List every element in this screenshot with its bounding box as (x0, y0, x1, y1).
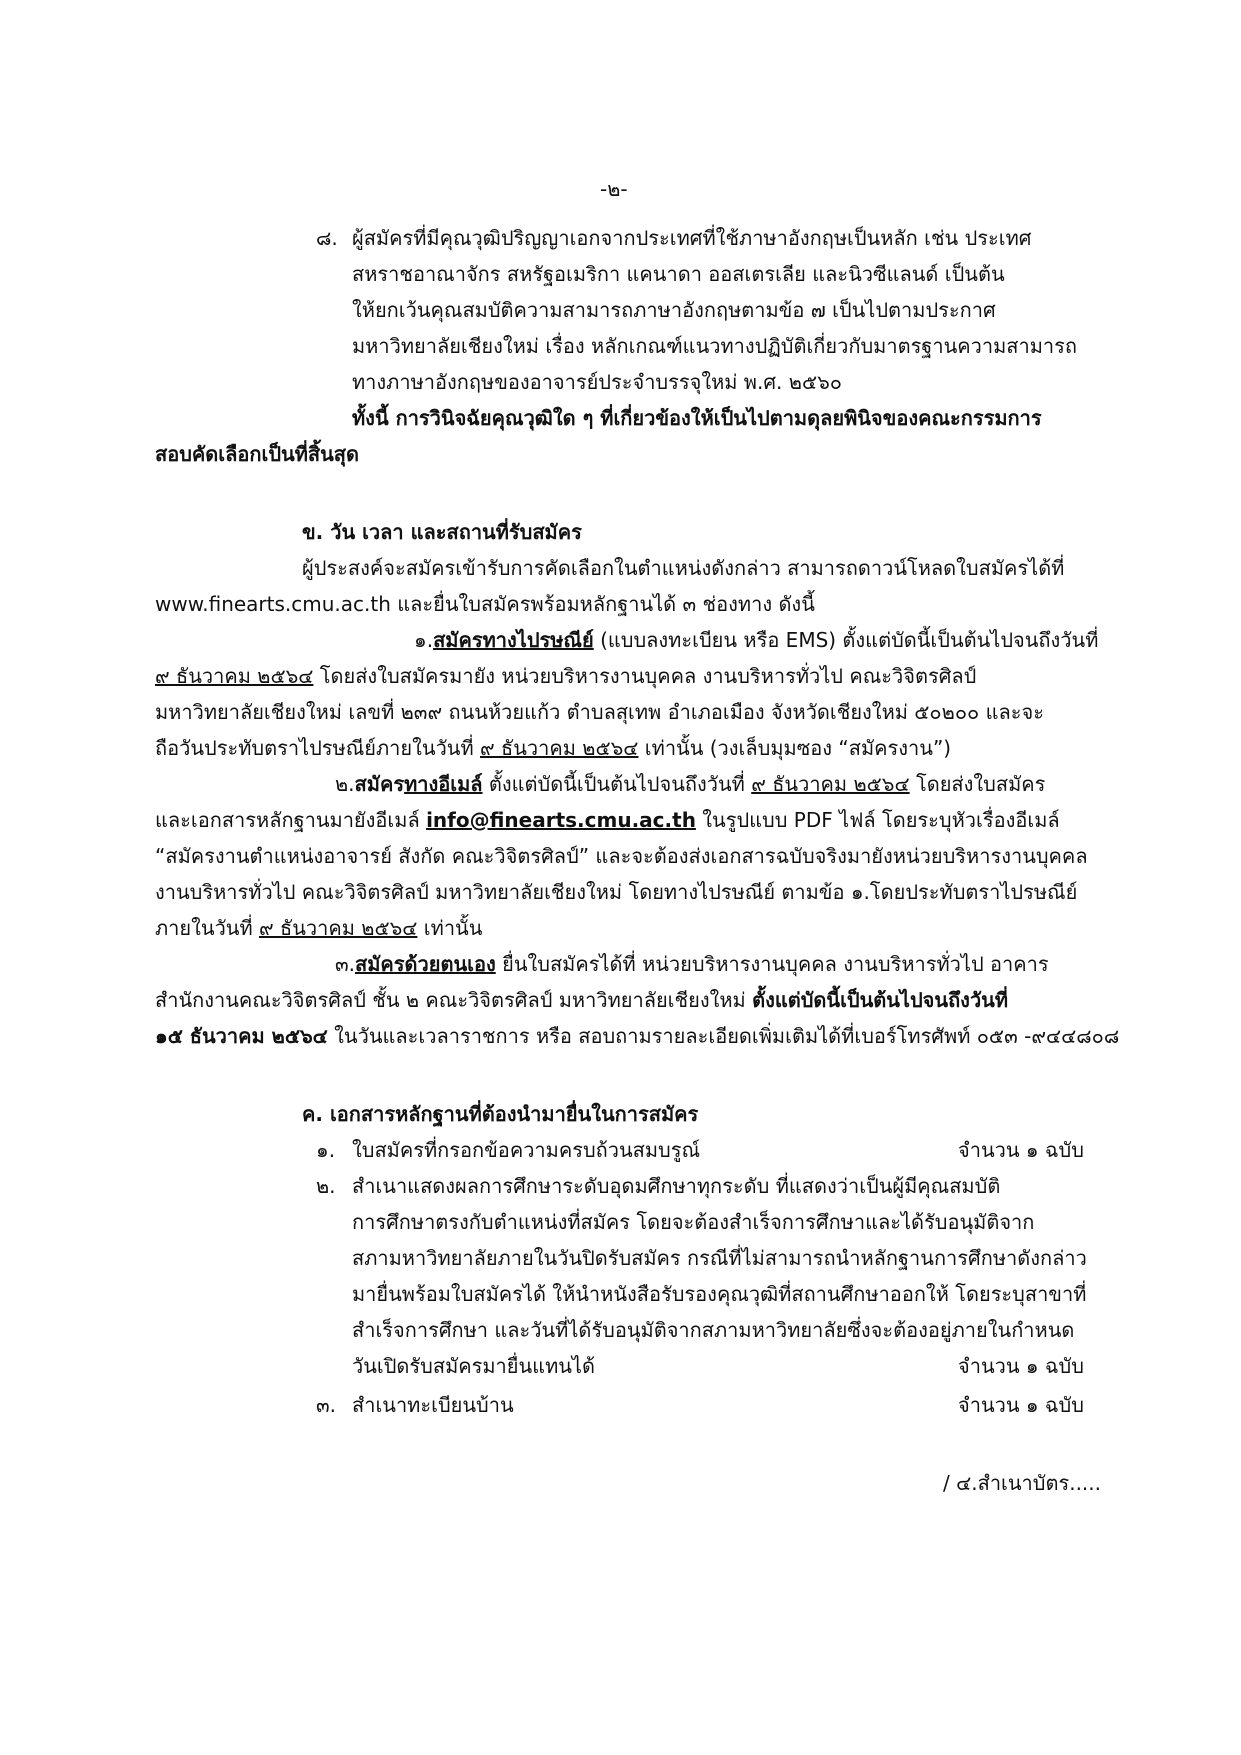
self-deadline: ๑๕ ธันวาคม ๒๕๖๔ (155, 1024, 328, 1048)
email-deadline: ๙ ธันวาคม ๒๕๖๔ (259, 916, 418, 940)
item-8-line: ทางภาษาอังกฤษของอาจารย์ประจำบรรจุใหม่ พ.ศ. ๒๕๖๐ (352, 370, 842, 394)
self-line-2 (155, 983, 1008, 1017)
email-title-underlined: ทางอีเมล์ (404, 772, 483, 796)
continuation-note: / ๔.สำเนาบัตร..... (943, 1471, 1101, 1495)
doc-item-line: การศึกษาตรงกับตำแหน่งที่สมัคร โดยจะต้องสำเร็จการศึกษาและได้รับอนุมัติจาก (352, 1210, 1035, 1234)
email-deadline: ๙ ธันวาคม ๒๕๖๔ (751, 772, 910, 796)
doc-item-line: สำเร็จการศึกษา และวันที่ได้รับอนุมัติจากสภามหาวิทยาลัยซึ่งจะต้องอยู่ภายในกำหนด (352, 1318, 1075, 1342)
email-text: ภายในวันที่ (155, 916, 260, 940)
self-deadline-text: ตั้งแต่บัดนี้เป็นต้นไปจนถึงวันที่ (752, 988, 1009, 1012)
email-title: สมัคร (354, 772, 405, 796)
email-address-link[interactable]: info@finearts.cmu.ac.th (426, 808, 696, 832)
post-deadline: ๙ ธันวาคม ๒๕๖๔ (480, 736, 639, 760)
doc-item-quantity: จำนวน ๑ ฉบับ (958, 1393, 1084, 1417)
post-line-3: มหาวิทยาลัยเชียงใหม่ เลขที่ ๒๓๙ ถนนห้วยแก้ว ตำบลสุเทพ อำเภอเมือง จังหวัดเชียงใหม่ ๕๐๒๐๐ และจะ (155, 700, 1044, 724)
post-line-2 (155, 659, 976, 693)
item-8-line: สหราชอาณาจักร สหรัฐอเมริกา แคนาดา ออสเตรเลีย และนิวซีแลนด์ เป็นต้น (352, 262, 1005, 286)
self-line-3 (155, 1019, 1119, 1053)
item-8-line: มหาวิทยาลัยเชียงใหม่ เรื่อง หลักเกณฑ์แนวทางปฏิบัติเกี่ยวกับมาตรฐานความสามารถ (352, 334, 1077, 358)
email-text: โดยส่งใบสมัคร (909, 772, 1046, 796)
doc-item-number: ๑. (316, 1138, 336, 1162)
doc-item-line: มายื่นพร้อมใบสมัครได้ ให้นำหนังสือรับรองคุณวุฒิที่สถานศึกษาออกให้ โดยระบุสาขาที่ (352, 1282, 1087, 1306)
self-text: ในวันและเวลาราชการ หรือ สอบถามรายละเอียดเพิ่มเติมได้ที่เบอร์โทรศัพท์ ๐๕๓ -๙๔๔๘๐๘ (327, 1024, 1120, 1048)
post-line-1 (414, 623, 1098, 657)
email-line-4: งานบริหารทั่วไป คณะวิจิตรศิลป์ มหาวิทยาลัยเชียงใหม่ โดยทางไปรษณีย์ ตามข้อ ๑.โดยประทับตราไปรษณีย์ (155, 880, 1078, 904)
self-title: สมัครด้วยตนเอง (355, 952, 496, 976)
email-text: เท่านั้น (417, 916, 483, 940)
post-deadline: ๙ ธันวาคม ๒๕๖๔ (155, 664, 314, 688)
item-8-number: ๘. (316, 226, 338, 250)
doc-item-line: ใบสมัครที่กรอกข้อความครบถ้วนสมบรูณ์ (352, 1138, 701, 1162)
email-line-3: “สมัครงานตำแหน่งอาจารย์ สังกัด คณะวิจิตรศิลป์” และจะต้องส่งเอกสารฉบับจริงมายังหน่วยบริหารงานบุคคล (155, 844, 1088, 868)
post-text: โดยส่งใบสมัครมายัง หน่วยบริหารงานบุคคล งานบริหารทั่วไป คณะวิจิตรศิลป์ (313, 664, 977, 688)
item-8-line: ให้ยกเว้นคุณสมบัติความสามารถภาษาอังกฤษตามข้อ ๗ เป็นไปตามประกาศ (352, 298, 996, 322)
section-b-intro: www.finearts.cmu.ac.th และยื่นใบสมัครพร้อมหลักฐานได้ ๓ ช่องทาง ดังนี้ (155, 592, 815, 616)
post-number: ๑. (414, 628, 434, 652)
note-line: ทั้งนี้ การวินิจฉัยคุณวุฒิใด ๆ ที่เกี่ยวข้องให้เป็นไปตามดุลยพินิจของคณะกรรมการ (352, 406, 1042, 430)
self-text: สำนักงานคณะวิจิตรศิลป์ ชั้น ๒ คณะวิจิตรศิลป์ มหาวิทยาลัยเชียงใหม่ (155, 988, 753, 1012)
section-b-heading: ข. วัน เวลา และสถานที่รับสมัคร (302, 520, 582, 544)
post-text: (แบบลงทะเบียน หรือ EMS) ตั้งแต่บัดนี้เป็นต้นไปจนถึงวันที่ (593, 628, 1099, 652)
email-line-5 (155, 911, 482, 945)
self-line-1 (335, 947, 1049, 981)
doc-item-line: วันเปิดรับสมัครมายื่นแทนได้ (352, 1354, 595, 1378)
post-text: เท่านั้น (วงเล็บมุมซอง “สมัครงาน”) (638, 736, 952, 760)
email-text: ตั้งแต่บัดนี้เป็นต้นไปจนถึงวันที่ (482, 772, 752, 796)
email-text: ในรูปแบบ PDF ไฟล์ โดยระบุหัวเรื่องอีเมล์ (695, 808, 1060, 832)
note-line: สอบคัดเลือกเป็นที่สิ้นสุด (155, 442, 359, 466)
post-title: สมัครทางไปรษณีย์ (433, 628, 594, 652)
email-text: และเอกสารหลักฐานมายังอีเมล์ (155, 808, 427, 832)
doc-item-number: ๒. (316, 1174, 336, 1198)
email-number: ๒. (335, 772, 355, 796)
self-text: ยื่นใบสมัครได้ที่ หน่วยบริหารงานบุคคล งานบริหารทั่วไป อาคาร (495, 952, 1049, 976)
doc-item-number: ๓. (316, 1393, 337, 1417)
email-line-2 (155, 803, 1060, 837)
doc-item-line: สำเนาแสดงผลการศึกษาระดับอุดมศึกษาทุกระดับ ที่แสดงว่าเป็นผู้มีคุณสมบัติ (352, 1174, 1001, 1198)
self-number: ๓. (335, 952, 356, 976)
section-c-heading: ค. เอกสารหลักฐานที่ต้องนำมายื่นในการสมัคร (302, 1102, 699, 1126)
doc-item-quantity: จำนวน ๑ ฉบับ (958, 1138, 1084, 1162)
doc-item-line: สภามหาวิทยาลัยภายในวันปิดรับสมัคร กรณีที่ไม่สามารถนำหลักฐานการศึกษาดังกล่าว (352, 1246, 1087, 1270)
post-text: ถือวันประทับตราไปรษณีย์ภายในวันที่ (155, 736, 481, 760)
post-line-4 (155, 731, 951, 765)
doc-item-line: สำเนาทะเบียนบ้าน (352, 1393, 514, 1417)
doc-item-quantity: จำนวน ๑ ฉบับ (958, 1354, 1084, 1378)
email-line-1 (335, 767, 1045, 801)
section-b-intro: ผู้ประสงค์จะสมัครเข้ารับการคัดเลือกในตำแหน่งดังกล่าว สามารถดาวน์โหลดใบสมัครได้ที่ (302, 556, 1065, 580)
item-8-line: ผู้สมัครที่มีคุณวุฒิปริญญาเอกจากประเทศที่ใช้ภาษาอังกฤษเป็นหลัก เช่น ประเทศ (352, 226, 1032, 250)
page-number: -๒- (600, 177, 628, 201)
